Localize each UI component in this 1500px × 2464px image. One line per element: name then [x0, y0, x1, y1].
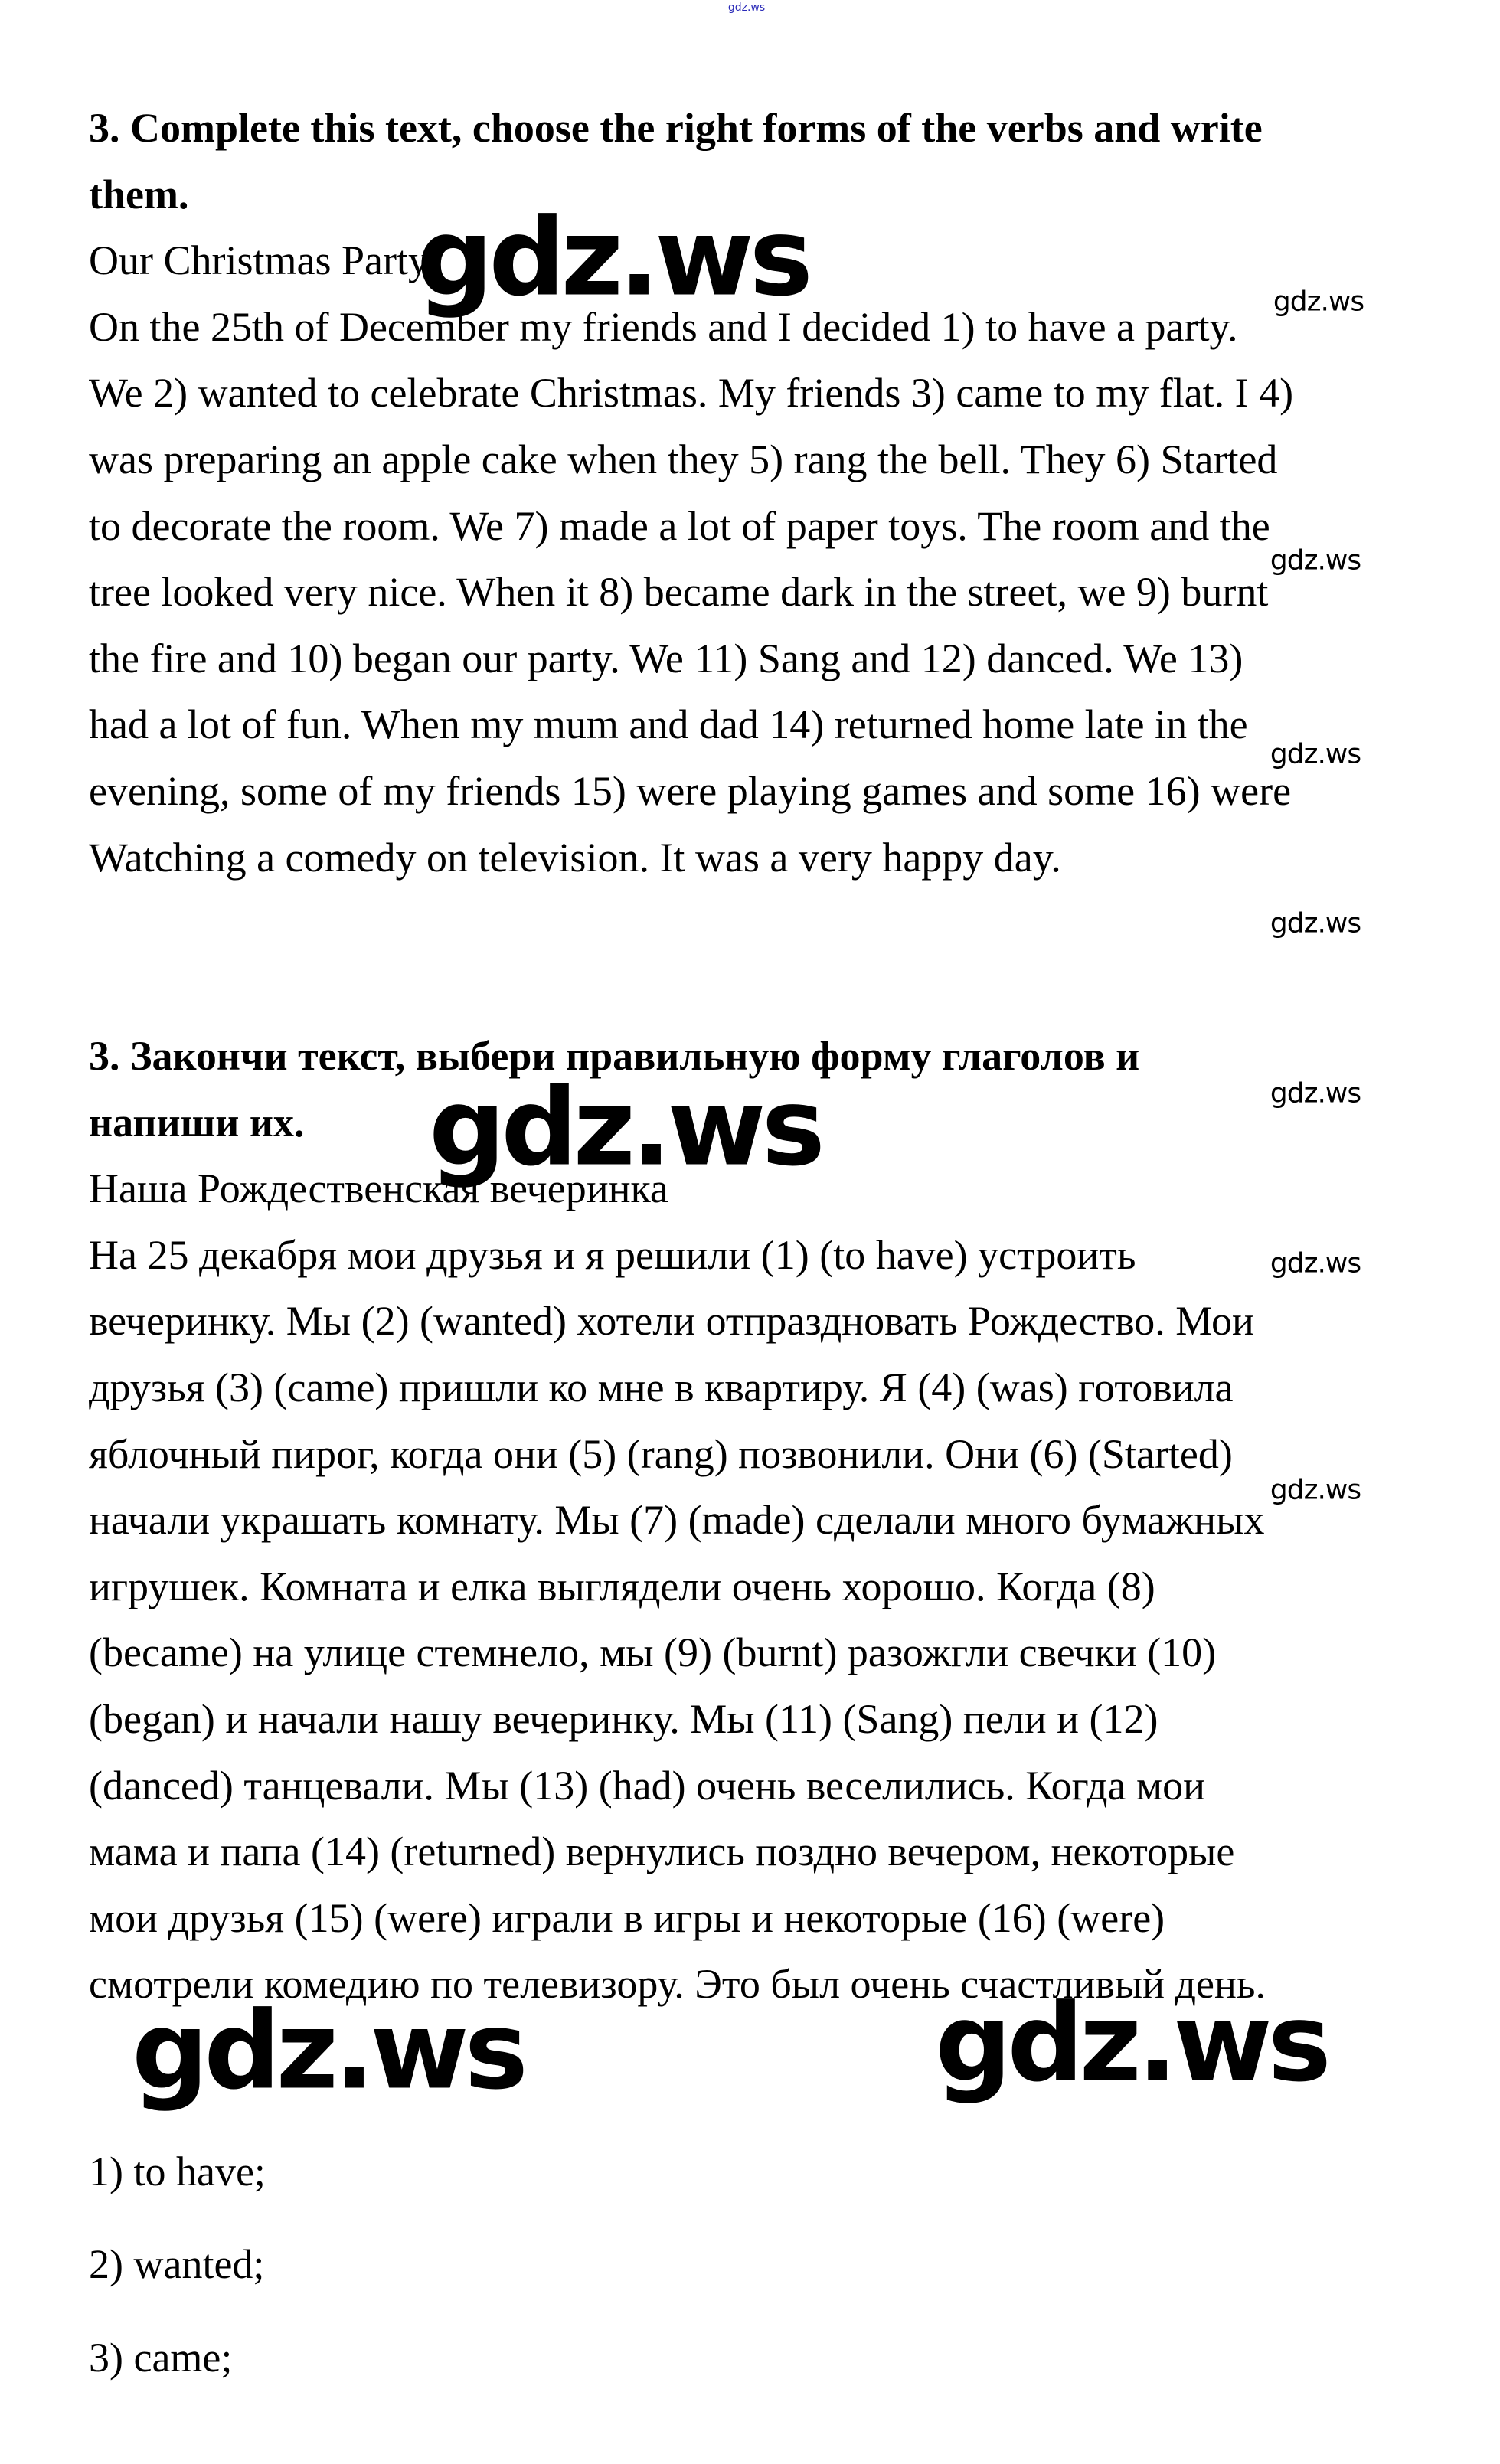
- text-title: Our Christmas Party: [89, 237, 429, 284]
- text-line: was preparing an apple cake when they 5) rang the bell. They 6) Started: [89, 436, 1278, 482]
- watermark-small: gdz.ws: [1270, 1474, 1361, 1506]
- text-line: evening, some of my friends 15) were playing games and some 16) were: [89, 767, 1292, 814]
- text-line: (danced) танцевали. Мы (13) (had) очень веселились. Когда мои: [89, 1762, 1206, 1809]
- text-line: мои друзья (15) (were) играли в игры и некоторые (16) (were): [89, 1894, 1165, 1941]
- watermark-big: gdz.ws: [132, 1989, 524, 2114]
- text-line: the fire and 10) began our party. We 11) Sang and 12) danced. We 13): [89, 635, 1243, 681]
- text-line: игрушек. Комната и елка выглядели очень хорошо. Когда (8): [89, 1563, 1155, 1609]
- text-line: друзья (3) (came) пришли ко мне в квартиру. Я (4) (was) готовила: [89, 1364, 1234, 1410]
- watermark-big: gdz.ws: [429, 1065, 821, 1191]
- watermark-small: gdz.ws: [1270, 1077, 1361, 1109]
- exercise-heading-cont: напиши их.: [89, 1099, 305, 1145]
- answer-item: 2) wanted;: [89, 2241, 265, 2287]
- watermark-small: gdz.ws: [1270, 544, 1361, 577]
- watermark-top: gdz.ws: [727, 2, 766, 14]
- watermark-big: gdz.ws: [935, 1981, 1327, 2106]
- text-line: начали украшать комнату. Мы (7) (made) сделали много бумажных: [89, 1497, 1265, 1544]
- exercise-heading: 3. Complete this text, choose the right forms of the verbs and write: [89, 105, 1263, 151]
- text-line: On the 25th of December my friends and I decided 1) to have a party.: [89, 303, 1238, 350]
- watermark-small: gdz.ws: [1270, 738, 1361, 770]
- text-line: had a lot of fun. When my mum and dad 14) returned home late in the: [89, 701, 1248, 748]
- watermark-small: gdz.ws: [1270, 1247, 1361, 1279]
- answer-item: 3) came;: [89, 2335, 233, 2381]
- text-line: мама и папа (14) (returned) вернулись поздно вечером, некоторые: [89, 1828, 1235, 1875]
- exercise-heading-cont: them.: [89, 171, 189, 217]
- text-line: Watching a comedy on television. It was a very happy day.: [89, 834, 1061, 881]
- text-line: We 2) wanted to celebrate Christmas. My friends 3) came to my flat. I 4): [89, 370, 1294, 417]
- watermark-big: gdz.ws: [417, 195, 809, 321]
- text-line: tree looked very nice. When it 8) became dark in the street, we 9) burnt: [89, 569, 1269, 616]
- watermark-small: gdz.ws: [1270, 907, 1361, 940]
- watermark-small: gdz.ws: [1273, 286, 1364, 318]
- text-title: Наша Рождественская вечеринка: [89, 1165, 668, 1212]
- text-line: вечеринку. Мы (2) (wanted) хотели отпраздновать Рождество. Мои: [89, 1298, 1254, 1345]
- answer-item: 1) to have;: [89, 2149, 266, 2194]
- text-line: (began) и начали нашу вечеринку. Мы (11) (Sang) пели и (12): [89, 1695, 1158, 1742]
- exercise-heading: 3. Закончи текст, выбери правильную форму глаголов и: [89, 1033, 1140, 1079]
- text-line: смотрели комедию по телевизору. Это был очень счастливый день.: [89, 1961, 1266, 2008]
- text-line: (became) на улице стемнело, мы (9) (burnt) разожгли свечки (10): [89, 1629, 1217, 1676]
- text-line: to decorate the room. We 7) made a lot of paper toys. The room and the: [89, 502, 1270, 549]
- text-line: яблочный пирог, когда они (5) (rang) позвонили. Они (6) (Started): [89, 1430, 1233, 1477]
- text-line: На 25 декабря мои друзья и я решили (1) (to have) устроить: [89, 1231, 1136, 1278]
